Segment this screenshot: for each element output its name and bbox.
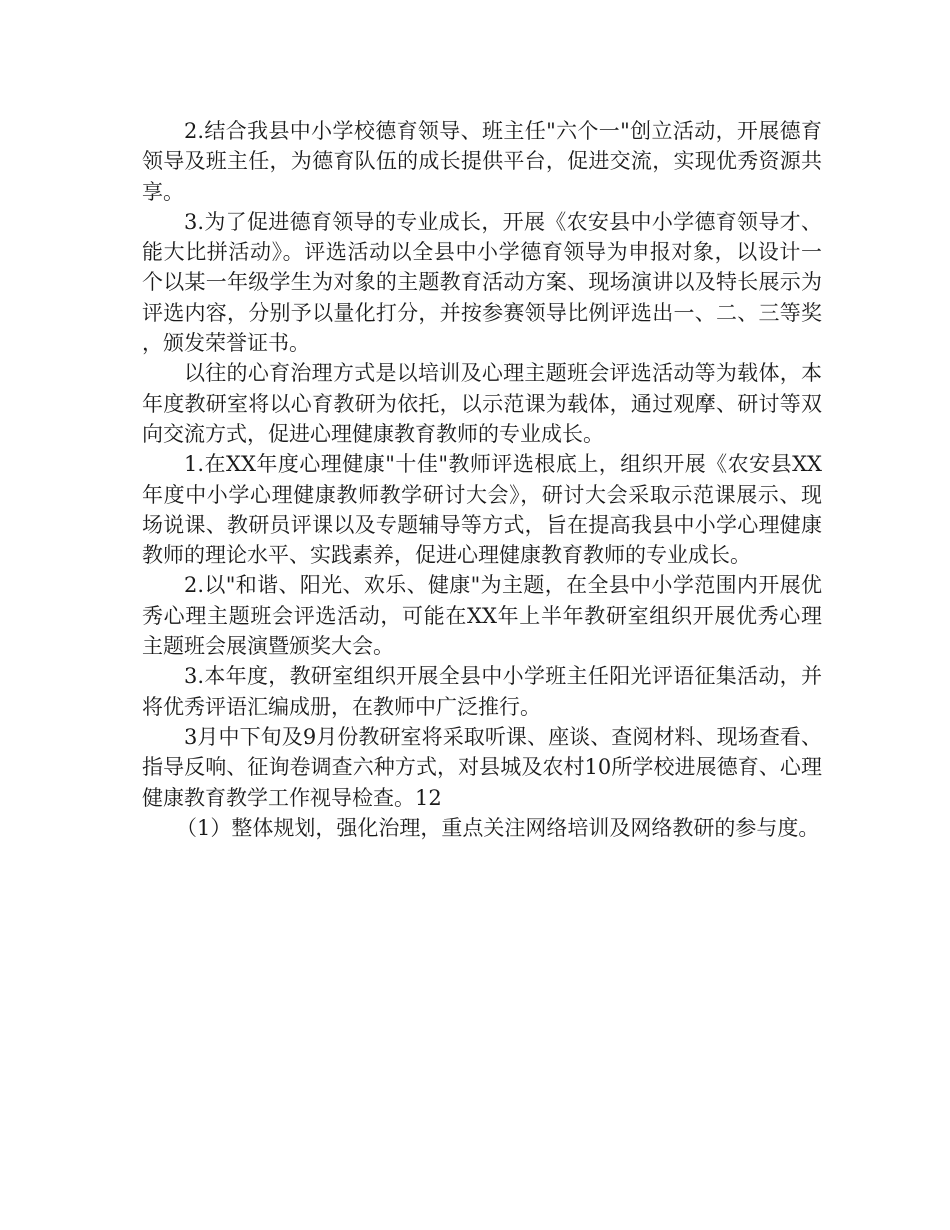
paragraph-inspection: 3月中下旬及9月份教研室将采取听课、座谈、查阅材料、现场查看、指导反响、征询卷调查六种方式，对县城及农村10所学校进展德育、心理健康教育教学工作视导检查。12 xyxy=(142,724,822,810)
paragraph-moral-leader-activity: 2.结合我县中小学校德育领导、班主任"六个一"创立活动，开展德育领导及班主任，为德育队伍的成长提供平台，促进交流，实现优秀资源共享。 xyxy=(142,119,822,204)
paragraph-comment-collection: 3.本年度，教研室组织开展全县中小学班主任阳光评语征集活动，并将优秀评语汇编成册，在教师中广泛推行。 xyxy=(142,664,822,719)
paragraph-overall-planning: （1）整体规划，强化治理，重点关注网络培训及网络教研的参与度。 xyxy=(176,815,820,840)
document-body xyxy=(142,116,822,843)
paragraph-teacher-seminar: 1.在XX年度心理健康"十佳"教师评选根底上，组织开展《农安县XX年度中小学心理健康教师教学研讨大会》，研讨大会采取示范课展示、现场说课、教研员评课以及专题辅导等方式，旨在提高我县中小学心理健康教师的理论水平、实践素养，促进心理健康教育教师的专业成长。 xyxy=(142,452,822,568)
paragraph-class-meeting-selection: 2.以"和谐、阳光、欢乐、健康"为主题，在全县中小学范围内开展优秀心理主题班会评选活动，可能在XX年上半年教研室组织开展优秀心理主题班会展演暨颁奖大会。 xyxy=(142,573,822,659)
paragraph-mental-health-approach: 以往的心育治理方式是以培训及心理主题班会评选活动等为载体，本年度教研室将以心育教研为依托，以示范课为载体，通过观摩、研讨等双向交流方式，促进心理健康教育教师的专业成长。 xyxy=(142,361,822,446)
paragraph-leader-competition: 3.为了促进德育领导的专业成长，开展《农安县中小学德育领导才、能大比拼活动》。评选活动以全县中小学德育领导为申报对象，以设计一个以某一年级学生为对象的主题教育活动方案、现场演讲以及特长展示为评选内容，分别予以量化打分，并按参赛领导比例评选出一、二、三等奖，颁发荣誉证书。 xyxy=(142,209,822,356)
